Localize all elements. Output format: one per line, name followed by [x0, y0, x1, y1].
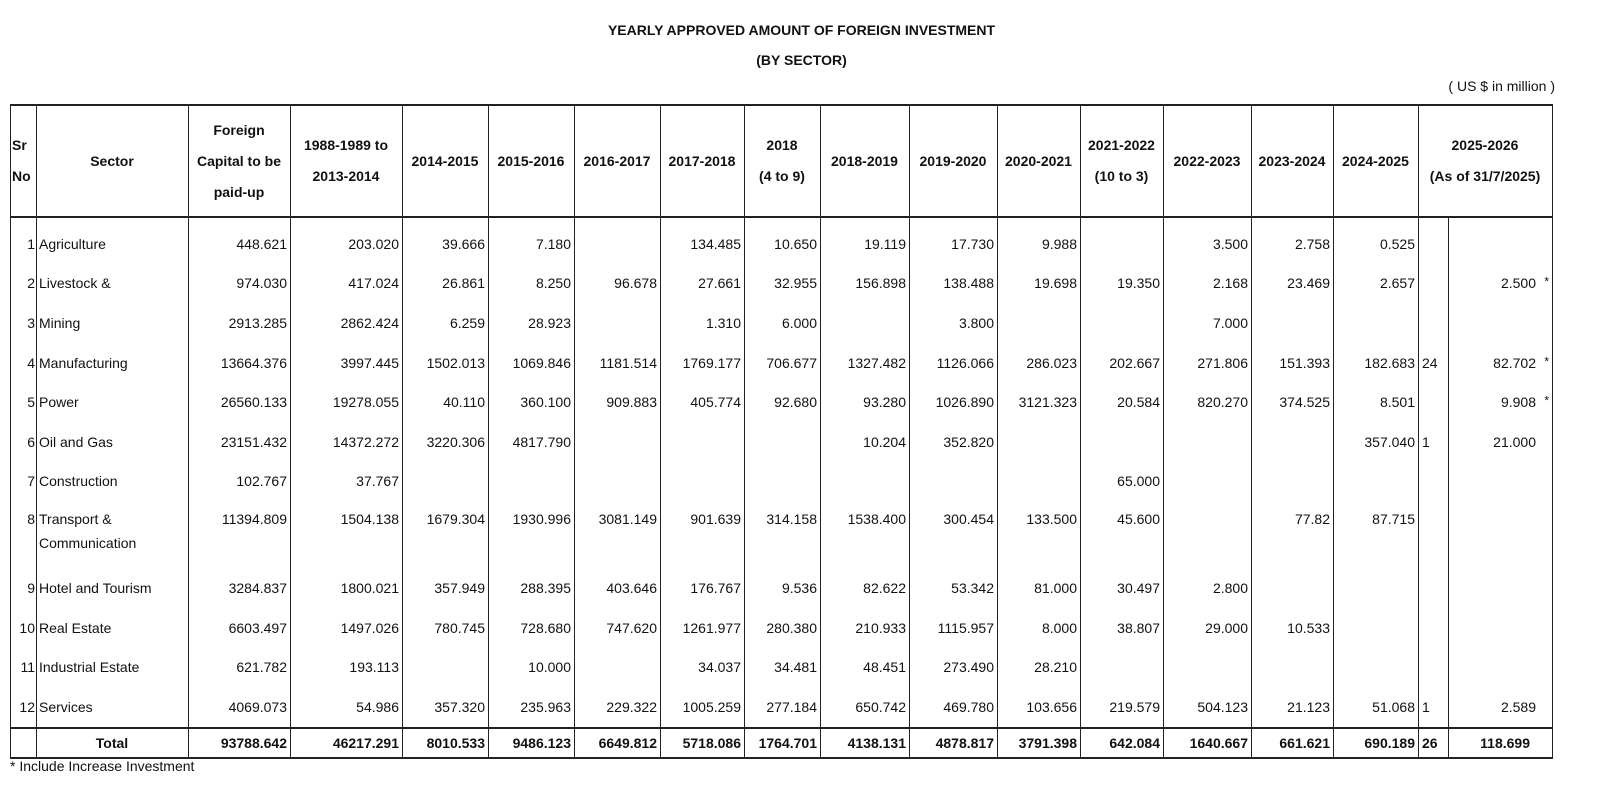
total-cell: 6649.812: [575, 728, 661, 758]
value-cell: 1800.021: [291, 568, 403, 608]
value-cell: [1334, 303, 1419, 343]
value-cell: [1252, 422, 1334, 462]
value-cell: 81.000: [998, 568, 1081, 608]
value-cell: 747.620: [575, 608, 661, 648]
col-header-sector: Sector: [37, 105, 189, 217]
value-cell: 151.393: [1252, 343, 1334, 383]
value-cell: [745, 422, 821, 462]
sr-number: 5: [11, 382, 37, 422]
value-cell: 48.451: [821, 647, 910, 687]
value-cell: 19278.055: [291, 382, 403, 422]
sector-name: [37, 303, 189, 343]
value-cell: 1126.066: [910, 343, 998, 383]
sector-name: [37, 217, 189, 264]
value-cell: 448.621: [189, 217, 291, 264]
page-subtitle: (BY SECTOR): [756, 52, 847, 68]
value-cell: 357.040: [1334, 422, 1419, 462]
value-cell: 1497.026: [291, 608, 403, 648]
value-cell: 182.683: [1334, 343, 1419, 383]
col-header-2023-2024: 2023-2024: [1252, 105, 1334, 217]
value-cell: 138.488: [910, 264, 998, 304]
total-cell: 690.189: [1334, 728, 1419, 758]
value-cell: 820.270: [1164, 382, 1252, 422]
value-cell: 2.758: [1252, 217, 1334, 264]
value-cell: 45.600: [1081, 501, 1164, 568]
value-cell: 193.113: [291, 647, 403, 687]
value-cell: 28.923: [489, 303, 575, 343]
col-header-1988-2014: 1988-1989 to 2013-2014: [291, 105, 403, 217]
value-cell: 273.490: [910, 647, 998, 687]
value-cell: 39.666: [403, 217, 489, 264]
table-row: [11, 264, 1553, 304]
total-cell: 118.699: [1449, 728, 1553, 758]
sector-name: [37, 687, 189, 728]
value-cell: 53.342: [910, 568, 998, 608]
value-cell: [1449, 462, 1553, 502]
value-cell: 235.963: [489, 687, 575, 728]
total-cell: 4138.131: [821, 728, 910, 758]
sr-number: 2: [11, 264, 37, 304]
sub-count-cell: [1419, 462, 1449, 502]
value-cell: [1449, 264, 1553, 304]
value-cell: 29.000: [1164, 608, 1252, 648]
value-cell: [821, 462, 910, 502]
value-cell: [575, 647, 661, 687]
sr-number: 4: [11, 343, 37, 383]
value-cell: 357.320: [403, 687, 489, 728]
value-cell: 20.584: [1081, 382, 1164, 422]
value-cell: 9.536: [745, 568, 821, 608]
sub-count-cell: 1: [1419, 422, 1449, 462]
value-cell: [745, 462, 821, 502]
value-cell: [998, 462, 1081, 502]
value-cell: 1327.482: [821, 343, 910, 383]
value-cell: 417.024: [291, 264, 403, 304]
value-cell: 909.883: [575, 382, 661, 422]
sr-number: 7: [11, 462, 37, 502]
value-cell: 23.469: [1252, 264, 1334, 304]
value-cell: [1252, 568, 1334, 608]
sub-count-cell: [1419, 608, 1449, 648]
sector-name: [37, 647, 189, 687]
value-cell: 77.82: [1252, 501, 1334, 568]
value-cell: 19.119: [821, 217, 910, 264]
value-cell: [1081, 422, 1164, 462]
value-cell: 0.525: [1334, 217, 1419, 264]
value-cell: 28.210: [998, 647, 1081, 687]
sr-number: 3: [11, 303, 37, 343]
value-cell: 51.068: [1334, 687, 1419, 728]
value-cell: 34.481: [745, 647, 821, 687]
value-cell: 26.861: [403, 264, 489, 304]
sector-label: Oil and Gas: [39, 433, 113, 450]
value-cell: 4069.073: [189, 687, 291, 728]
sector-label: Services: [39, 698, 93, 715]
value-cell: 1502.013: [403, 343, 489, 383]
value-cell: [998, 422, 1081, 462]
value-cell: 103.656: [998, 687, 1081, 728]
sector-label: Real Estate: [39, 619, 112, 636]
sector-name: [37, 462, 189, 502]
value-cell: 286.023: [998, 343, 1081, 383]
value-cell: 87.715: [1334, 501, 1419, 568]
value-cell: 7.000: [1164, 303, 1252, 343]
sector-label: Transport &: [39, 511, 112, 528]
value-cell: 8.501: [1334, 382, 1419, 422]
value-cell: 1115.957: [910, 608, 998, 648]
value-2025-2026: 82.702: [1493, 354, 1536, 371]
value-cell: 3997.445: [291, 343, 403, 383]
value-cell: [1252, 462, 1334, 502]
value-cell: 14372.272: [291, 422, 403, 462]
footnote: * Include Increase Investment: [10, 758, 195, 774]
table-row: [11, 687, 1553, 728]
value-cell: [821, 303, 910, 343]
value-cell: 38.807: [1081, 608, 1164, 648]
value-cell: 621.782: [189, 647, 291, 687]
page-title: YEARLY APPROVED AMOUNT OF FOREIGN INVESTMENT: [607, 22, 996, 38]
table-row: [11, 343, 1553, 383]
sector-name: [37, 343, 189, 383]
value-cell: 360.100: [489, 382, 575, 422]
total-cell: 1640.667: [1164, 728, 1252, 758]
sub-count-cell: [1419, 264, 1449, 304]
value-cell: 405.774: [661, 382, 745, 422]
value-cell: 156.898: [821, 264, 910, 304]
value-cell: 1261.977: [661, 608, 745, 648]
sector-label: Livestock &: [39, 275, 111, 292]
value-cell: 92.680: [745, 382, 821, 422]
value-cell: 134.485: [661, 217, 745, 264]
total-cell: 93788.642: [189, 728, 291, 758]
increase-investment-mark: *: [1544, 393, 1549, 408]
value-cell: [1334, 462, 1419, 502]
value-cell: [1449, 687, 1553, 728]
value-cell: 210.933: [821, 608, 910, 648]
value-cell: 1504.138: [291, 501, 403, 568]
value-cell: 288.395: [489, 568, 575, 608]
sector-label: Mining: [39, 314, 81, 331]
value-cell: [661, 422, 745, 462]
value-cell: 23151.432: [189, 422, 291, 462]
value-2025-2026: 2.589: [1500, 698, 1536, 715]
col-header-2024-2025: 2024-2025: [1334, 105, 1419, 217]
sector-label-line2: Communication: [39, 535, 137, 552]
value-cell: [403, 462, 489, 502]
value-cell: 1930.996: [489, 501, 575, 568]
value-cell: 1769.177: [661, 343, 745, 383]
value-cell: 17.730: [910, 217, 998, 264]
value-cell: 19.350: [1081, 264, 1164, 304]
value-cell: 504.123: [1164, 687, 1252, 728]
value-cell: [575, 217, 661, 264]
value-cell: [1449, 422, 1553, 462]
sub-count-cell: [1419, 303, 1449, 343]
value-cell: 133.500: [998, 501, 1081, 568]
value-cell: 65.000: [1081, 462, 1164, 502]
col-header-2018-2019: 2018-2019: [821, 105, 910, 217]
sub-count-cell: [1419, 647, 1449, 687]
value-cell: 10.000: [489, 647, 575, 687]
total-cell: 9486.123: [489, 728, 575, 758]
value-cell: [489, 462, 575, 502]
total-cell: 5718.086: [661, 728, 745, 758]
sub-count-cell: [1419, 217, 1449, 264]
value-cell: 1026.890: [910, 382, 998, 422]
value-cell: 974.030: [189, 264, 291, 304]
sr-number: 9: [11, 568, 37, 608]
total-row: [11, 728, 1553, 758]
total-cell: 46217.291: [291, 728, 403, 758]
value-cell: [1334, 608, 1419, 648]
value-2025-2026: 2.500: [1500, 275, 1536, 292]
sub-count-cell: [1419, 382, 1449, 422]
total-cell: 4878.817: [910, 728, 998, 758]
value-cell: 1005.259: [661, 687, 745, 728]
value-cell: 8.000: [998, 608, 1081, 648]
value-cell: [1449, 382, 1553, 422]
value-cell: 6.000: [745, 303, 821, 343]
table-row: [11, 382, 1553, 422]
sector-label: Industrial Estate: [39, 659, 140, 676]
total-cell: 642.084: [1081, 728, 1164, 758]
value-cell: 374.525: [1252, 382, 1334, 422]
col-header-2018: 2018 (4 to 9): [745, 105, 821, 217]
value-cell: [1164, 647, 1252, 687]
sub-count-cell: [1419, 568, 1449, 608]
value-cell: 3081.149: [575, 501, 661, 568]
value-cell: 1.310: [661, 303, 745, 343]
value-cell: 229.322: [575, 687, 661, 728]
value-cell: [1164, 462, 1252, 502]
value-cell: 27.661: [661, 264, 745, 304]
value-cell: 901.639: [661, 501, 745, 568]
col-header-2015-2016: 2015-2016: [489, 105, 575, 217]
col-header-foreign-capital: Foreign Capital to be paid-up: [189, 105, 291, 217]
value-cell: 650.742: [821, 687, 910, 728]
value-cell: 1538.400: [821, 501, 910, 568]
value-cell: 10.533: [1252, 608, 1334, 648]
table-row: [11, 647, 1553, 687]
value-cell: 102.767: [189, 462, 291, 502]
value-cell: 4817.790: [489, 422, 575, 462]
value-cell: 8.250: [489, 264, 575, 304]
table-row: [11, 303, 1553, 343]
value-cell: [1449, 501, 1553, 568]
value-cell: 6.259: [403, 303, 489, 343]
value-cell: [1164, 422, 1252, 462]
value-cell: 219.579: [1081, 687, 1164, 728]
sector-label: Construction: [39, 473, 118, 490]
value-cell: 3220.306: [403, 422, 489, 462]
sector-name: [37, 382, 189, 422]
value-cell: 2.800: [1164, 568, 1252, 608]
sector-label: Manufacturing: [39, 354, 128, 371]
value-cell: [910, 462, 998, 502]
value-cell: 26560.133: [189, 382, 291, 422]
value-cell: 13664.376: [189, 343, 291, 383]
value-cell: [575, 462, 661, 502]
value-cell: [1081, 217, 1164, 264]
sector-name: [37, 568, 189, 608]
value-cell: 30.497: [1081, 568, 1164, 608]
value-cell: [1334, 568, 1419, 608]
investment-table: [10, 104, 1553, 759]
sr-number: 11: [11, 647, 37, 687]
table-row: [11, 568, 1553, 608]
header-row: [11, 105, 1553, 217]
sub-count-cell: 24: [1419, 343, 1449, 383]
total-cell: 26: [1419, 728, 1449, 758]
sr-number: 1: [11, 217, 37, 264]
value-cell: 3.500: [1164, 217, 1252, 264]
value-cell: 280.380: [745, 608, 821, 648]
sub-count-cell: 1: [1419, 687, 1449, 728]
value-cell: 1679.304: [403, 501, 489, 568]
value-cell: 10.204: [821, 422, 910, 462]
total-cell: 8010.533: [403, 728, 489, 758]
value-cell: [575, 422, 661, 462]
col-header-2016-2017: 2016-2017: [575, 105, 661, 217]
sr-number: 12: [11, 687, 37, 728]
value-cell: [1449, 608, 1553, 648]
sector-name: [37, 608, 189, 648]
value-cell: [1449, 647, 1553, 687]
value-cell: 2.168: [1164, 264, 1252, 304]
value-cell: [998, 303, 1081, 343]
value-cell: 352.820: [910, 422, 998, 462]
sr-number: 6: [11, 422, 37, 462]
total-cell: 3791.398: [998, 728, 1081, 758]
sector-label: Agriculture: [39, 235, 106, 252]
value-cell: 202.667: [1081, 343, 1164, 383]
value-cell: 728.680: [489, 608, 575, 648]
sector-name: [37, 264, 189, 304]
sector-name: [37, 501, 189, 568]
table-row: [11, 608, 1553, 648]
value-cell: [1164, 501, 1252, 568]
total-cell: 661.621: [1252, 728, 1334, 758]
value-cell: 19.698: [998, 264, 1081, 304]
value-cell: 54.986: [291, 687, 403, 728]
value-cell: 82.622: [821, 568, 910, 608]
value-cell: 34.037: [661, 647, 745, 687]
increase-investment-mark: *: [1544, 354, 1549, 369]
value-cell: [1081, 647, 1164, 687]
value-cell: [1252, 303, 1334, 343]
value-cell: 93.280: [821, 382, 910, 422]
value-cell: 2862.424: [291, 303, 403, 343]
sr-number: 10: [11, 608, 37, 648]
units-note: ( US $ in million ): [1448, 78, 1555, 94]
value-cell: 7.180: [489, 217, 575, 264]
value-cell: 10.650: [745, 217, 821, 264]
value-cell: 11394.809: [189, 501, 291, 568]
table-row: [11, 422, 1553, 462]
value-cell: [1252, 647, 1334, 687]
table-row: [11, 217, 1553, 264]
increase-investment-mark: *: [1544, 274, 1549, 289]
value-cell: 277.184: [745, 687, 821, 728]
value-cell: 1181.514: [575, 343, 661, 383]
col-header-2019-2020: 2019-2020: [910, 105, 998, 217]
col-header-2014-2015: 2014-2015: [403, 105, 489, 217]
total-label: Total: [37, 728, 189, 758]
col-header-sr: Sr No: [11, 105, 37, 217]
value-cell: [1449, 217, 1553, 264]
value-cell: 314.158: [745, 501, 821, 568]
value-cell: 3121.323: [998, 382, 1081, 422]
value-cell: 32.955: [745, 264, 821, 304]
value-cell: [403, 647, 489, 687]
value-cell: 6603.497: [189, 608, 291, 648]
value-cell: 9.988: [998, 217, 1081, 264]
sub-count-cell: [1419, 501, 1449, 568]
table-row: [11, 501, 1553, 568]
value-cell: 2.657: [1334, 264, 1419, 304]
col-header-2017-2018: 2017-2018: [661, 105, 745, 217]
value-cell: 706.677: [745, 343, 821, 383]
total-cell: 1764.701: [745, 728, 821, 758]
value-cell: 780.745: [403, 608, 489, 648]
value-cell: 37.767: [291, 462, 403, 502]
value-cell: [661, 462, 745, 502]
value-cell: 96.678: [575, 264, 661, 304]
table-row: [11, 462, 1553, 502]
value-cell: 176.767: [661, 568, 745, 608]
value-cell: 469.780: [910, 687, 998, 728]
col-header-2020-2021: 2020-2021: [998, 105, 1081, 217]
value-cell: [1449, 303, 1553, 343]
value-cell: 203.020: [291, 217, 403, 264]
value-cell: 3284.837: [189, 568, 291, 608]
value-cell: 357.949: [403, 568, 489, 608]
value-cell: [1081, 303, 1164, 343]
value-cell: 3.800: [910, 303, 998, 343]
sr-number: 8: [11, 501, 37, 568]
sector-label: Power: [39, 394, 79, 411]
col-header-2025-2026: 2025-2026 (As of 31/7/2025): [1419, 105, 1553, 217]
sector-label: Hotel and Tourism: [39, 579, 152, 596]
value-cell: 40.110: [403, 382, 489, 422]
value-2025-2026: 9.908: [1500, 394, 1536, 411]
sector-name: [37, 422, 189, 462]
value-cell: 403.646: [575, 568, 661, 608]
col-header-2022-2023: 2022-2023: [1164, 105, 1252, 217]
value-cell: 1069.846: [489, 343, 575, 383]
value-cell: 271.806: [1164, 343, 1252, 383]
value-cell: 21.123: [1252, 687, 1334, 728]
value-cell: [1449, 343, 1553, 383]
value-2025-2026: 21.000: [1493, 433, 1536, 450]
value-cell: 300.454: [910, 501, 998, 568]
value-cell: [575, 303, 661, 343]
value-cell: [1449, 568, 1553, 608]
value-cell: 2913.285: [189, 303, 291, 343]
col-header-2021-2022: 2021-2022 (10 to 3): [1081, 105, 1164, 217]
value-cell: [1334, 647, 1419, 687]
